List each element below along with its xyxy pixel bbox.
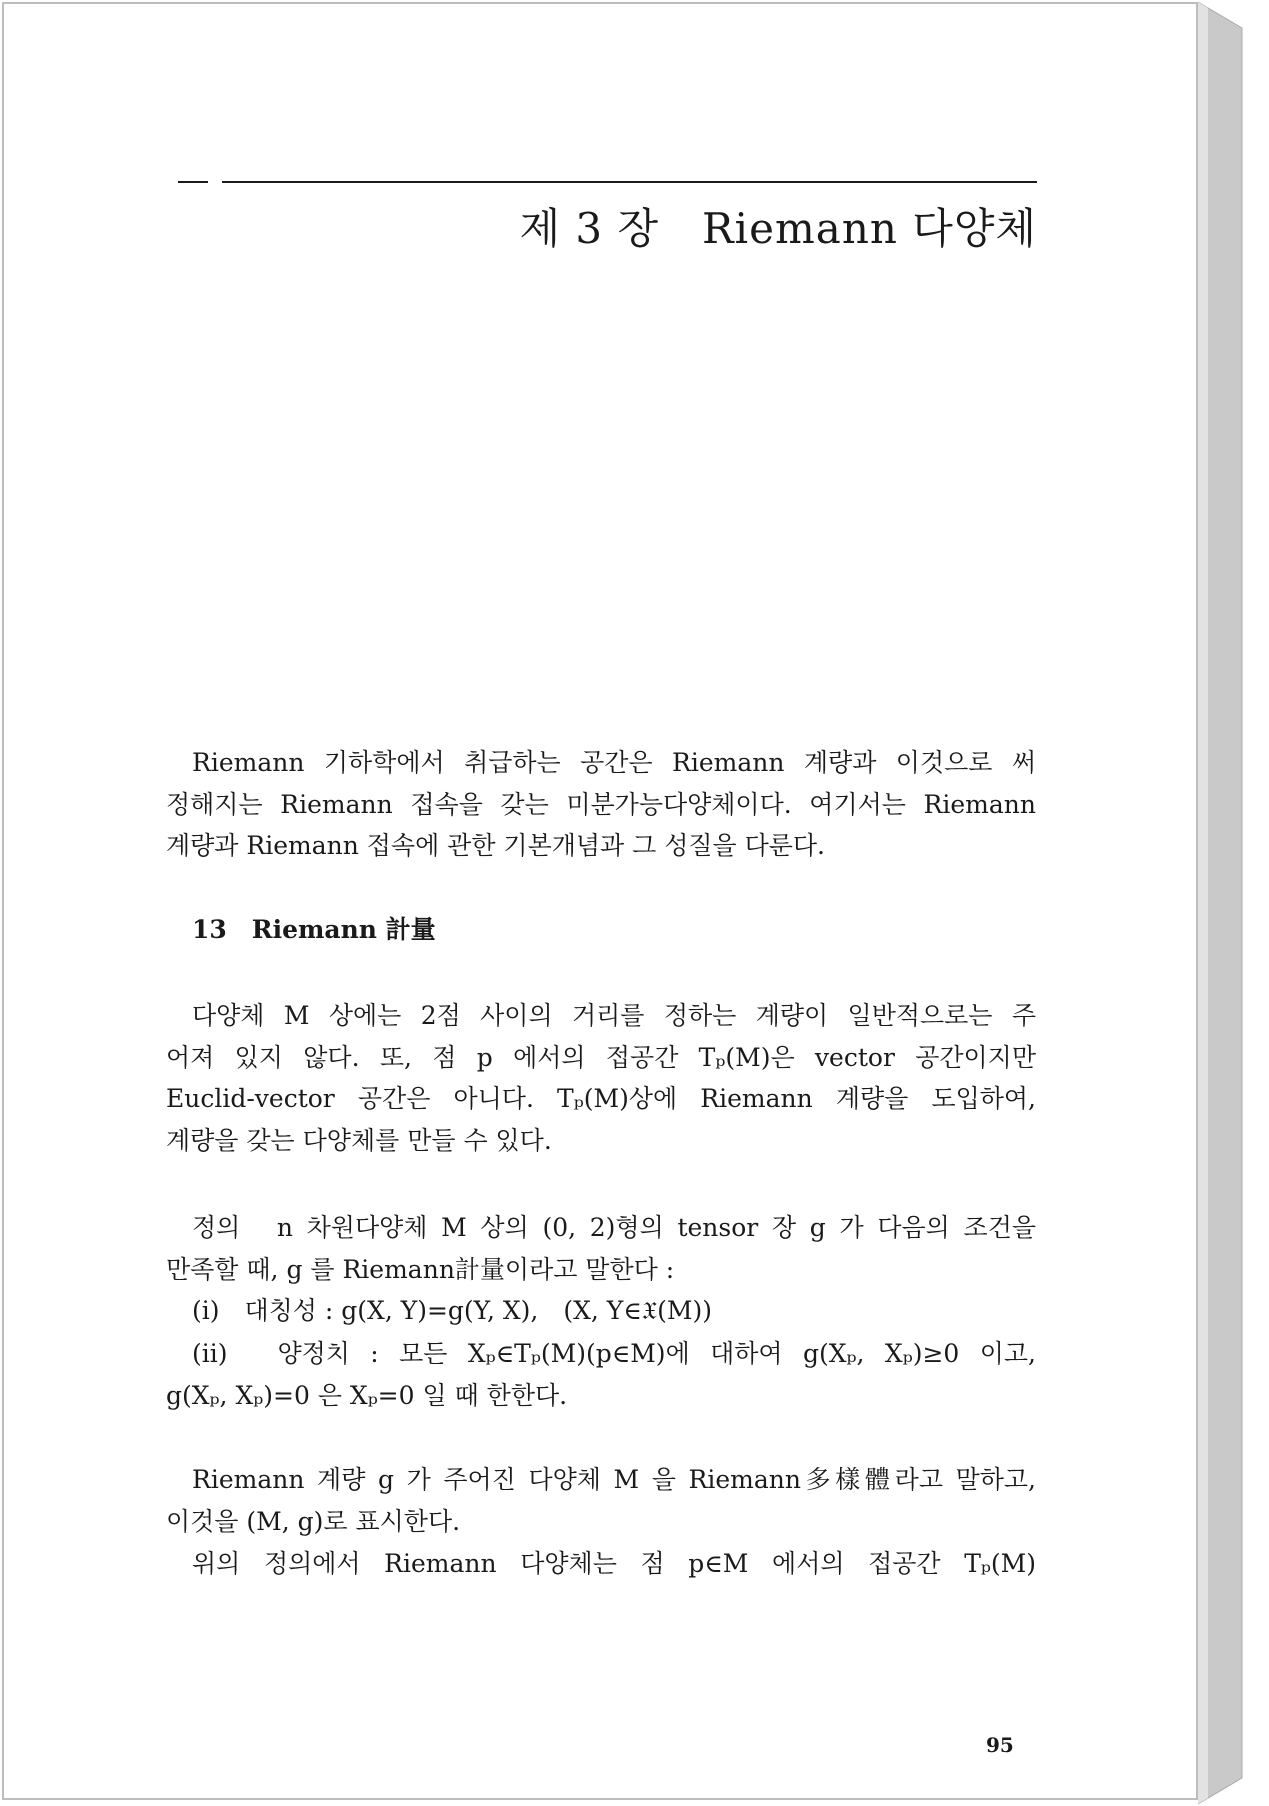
riemann-manifold-line: 이것을 (M, g)로 표시한다. bbox=[166, 1506, 461, 1536]
intro-line: Riemann 기하학에서 취급하는 공간은 Riemann 계량과 이것으로 써 bbox=[192, 748, 1036, 777]
intro-line: 정해지는 Riemann 접속을 갖는 미분가능다양체이다. 여기서는 Riemann bbox=[166, 789, 1036, 819]
riemann-manifold-line: Riemann 계량 g 가 주어진 다양체 M 을 Riemann多樣體라고 말하고, bbox=[192, 1465, 1036, 1494]
section-line: 계량을 갖는 다양체를 만들 수 있다. bbox=[166, 1125, 552, 1155]
condition-symmetry: (i) 대칭성 : g(X, Y)=g(Y, X), (X, Y∈𝔛(M)) bbox=[192, 1296, 712, 1325]
last-paragraph bbox=[166, 1543, 1036, 1585]
definition-paragraph bbox=[166, 1207, 1036, 1290]
chapter-title: 제 3 장 Riemann 다양체 bbox=[519, 204, 1037, 253]
section-paragraph bbox=[166, 995, 1036, 1161]
definition-line: 만족할 때, g 를 Riemann計量이라고 말한다 : bbox=[166, 1254, 675, 1284]
section-line: 어져 있지 않다. 또, 점 p 에서의 접공간 Tₚ(M)은 vector 공간이지만 bbox=[166, 1042, 1036, 1072]
condition-positive-definite bbox=[166, 1333, 1036, 1416]
last-line: 위의 정의에서 Riemann 다양체는 점 p∈M 에서의 접공간 Tₚ(M) bbox=[192, 1549, 1036, 1578]
section-heading: 13 Riemann 計量 bbox=[192, 915, 436, 944]
intro-paragraph bbox=[166, 742, 1036, 867]
riemann-manifold-paragraph bbox=[166, 1459, 1036, 1542]
definition-line: 정의 n 차원다양체 M 상의 (0, 2)형의 tensor 장 g 가 다음의 조건을 bbox=[192, 1213, 1036, 1242]
condition-line: (ii) 양정치 : 모든 Xₚ∈Tₚ(M)(p∈M)에 대하여 g(Xₚ, Xₚ)≥0 이고, bbox=[192, 1339, 1036, 1368]
chapter-rule-gap bbox=[208, 178, 222, 184]
condition-line: g(Xₚ, Xₚ)=0 은 Xₚ=0 일 때 한한다. bbox=[166, 1380, 568, 1410]
intro-line: 계량과 Riemann 접속에 관한 기본개념과 그 성질을 다룬다. bbox=[166, 831, 826, 860]
page-number: 95 bbox=[986, 1733, 1014, 1757]
section-line: 다양체 M 상에는 2점 사이의 거리를 정하는 계량이 일반적으로는 주 bbox=[192, 1001, 1036, 1030]
chapter-rule bbox=[178, 181, 1037, 183]
section-line: Euclid-vector 공간은 아니다. Tₚ(M)상에 Riemann 계량을 도입하여, bbox=[166, 1084, 1036, 1113]
